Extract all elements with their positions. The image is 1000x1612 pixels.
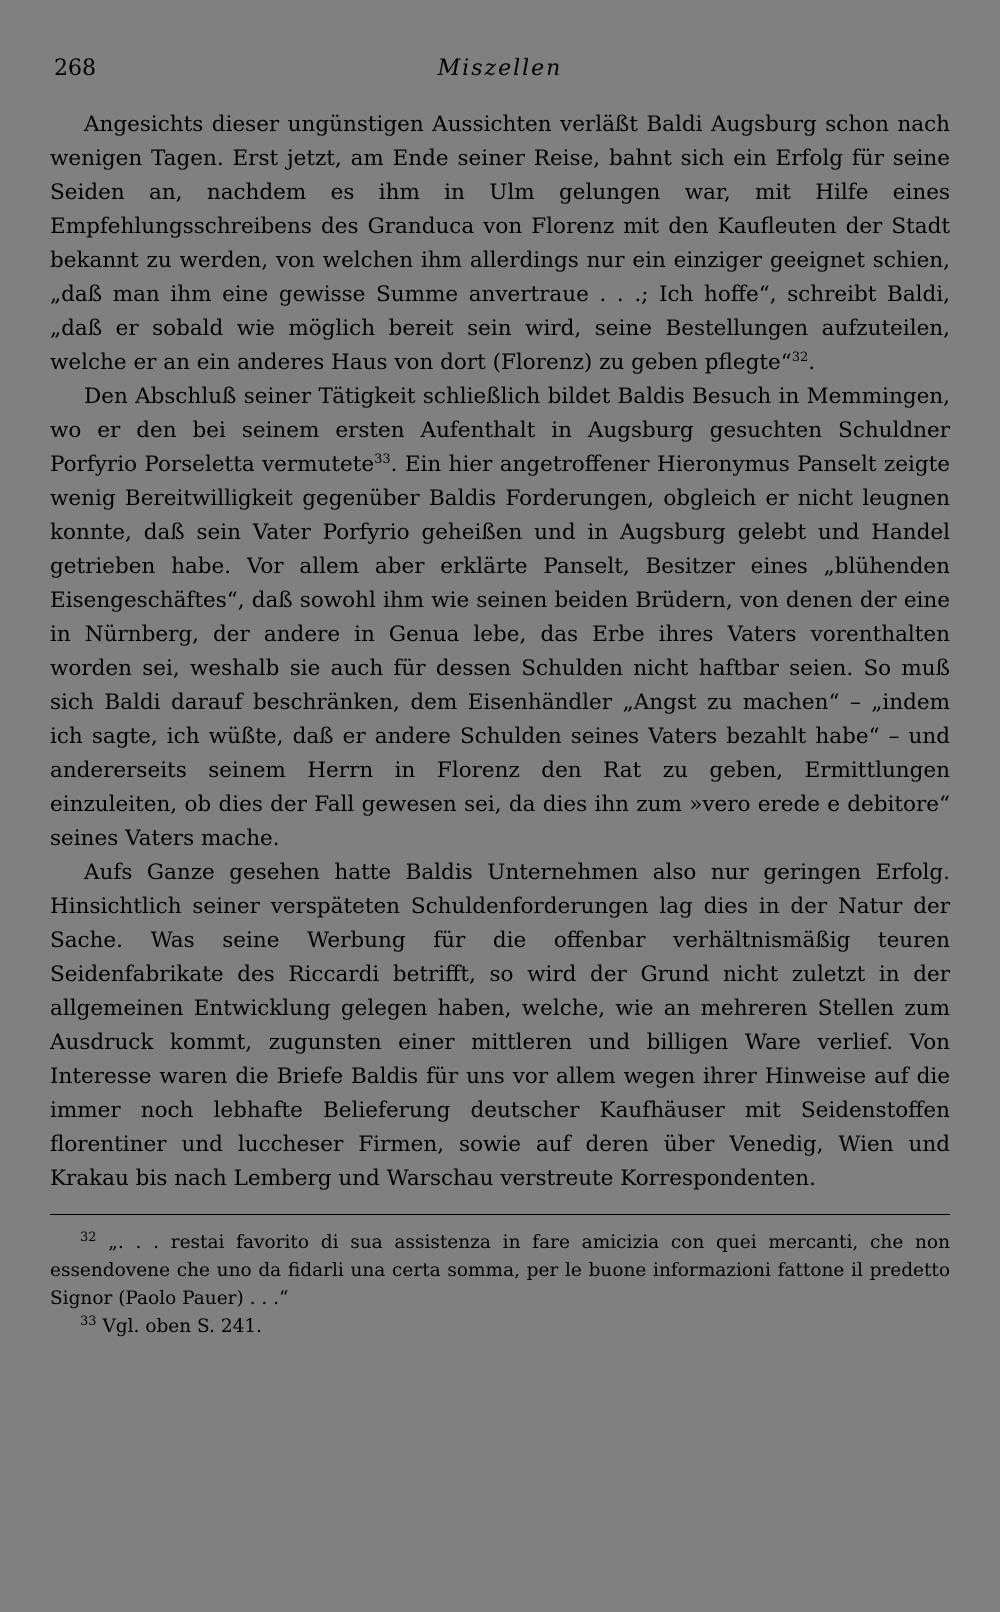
body-paragraph [50, 108, 950, 380]
paragraph-text: Angesichts dieser ungünstigen Aussichten verläßt Baldi Augsburg schon nach wenigen Tagen. Erst jetzt, am Ende seiner Reise, bahnt sich ein Erfolg für seine Seiden an, nachdem es ihm in Ulm gelungen war, mit Hilfe eines Empfehlungsschreibens des Granduca von Florenz mit den Kaufleuten der Stadt bekannt zu werden, von welchen ihm allerdings nur ein einziger geeignet schien, „daß man ihm eine gewisse Summe anvertraue . . .; Ich hoffe“, schreibt Baldi, „daß er sobald wie möglich bereit sein wird, seine Bestellungen aufzuteilen, welche er an ein anderes Haus von dort (Florenz) zu geben pflegte“ [50, 112, 950, 375]
body-paragraph [50, 380, 950, 856]
footnote [50, 1229, 950, 1313]
footnotes [50, 1229, 950, 1341]
footnote-reference: 33 [374, 451, 391, 467]
footnote-mark: 32 [80, 1229, 97, 1245]
page-number: 268 [54, 56, 96, 81]
body-text [50, 108, 950, 1196]
footnote-text: „. . . restai favorito di sua assistenza in fare amicizia con quei mercanti, che non essendovene che uno da fidarli una certa somma, per le buone informazioni fattone il predetto Signor (Paolo Pauer) . . .“ [50, 1232, 950, 1309]
running-head [50, 56, 950, 92]
paragraph-text: . [808, 350, 816, 375]
footnote-rule [50, 1214, 950, 1215]
footnote-reference: 32 [791, 349, 809, 365]
footnote-text: Vgl. oben S. 241. [102, 1316, 263, 1337]
footnote-spacer [97, 1232, 109, 1253]
paragraph-text: . Ein hier angetroffener Hieronymus Panselt zeigte wenig Bereitwilligkeit gegenüber Baldis Forderungen, obgleich er nicht leugnen konnte, daß sein Vater Porfyrio geheißen und in Augsburg gelebt und Handel getrieben habe. Vor allem aber erklärte Panselt, Besitzer eines „blühenden Eisengeschäftes“, daß sowohl ihm wie seinen beiden Brüdern, von denen der eine in Nürnberg, der andere in Genua lebe, das Erbe ihres Vaters vorenthalten worden sei, weshalb sie auch für dessen Schulden nicht haftbar seien. So muß sich Baldi darauf beschränken, dem Eisenhändler „Angst zu machen“ – „indem ich sagte, ich wüßte, daß er andere Schulden seines Vaters bezahlt habe“ – und andererseits seinem Herrn in Florenz den Rat zu geben, Ermittlungen einzuleiten, ob dies der Fall gewesen sei, da dies ihn zum »vero erede e debitore“ seines Vaters mache. [50, 452, 950, 851]
footnote-mark: 33 [80, 1313, 97, 1329]
footnote [50, 1313, 950, 1341]
body-paragraph [50, 856, 950, 1196]
running-title: Miszellen [437, 56, 563, 81]
paragraph-text: Aufs Ganze gesehen hatte Baldis Unternehmen also nur geringen Erfolg. Hinsichtlich seiner verspäteten Schuldenforderungen lag dies in der Natur der Sache. Was seine Werbung für die offenbar verhältnismäßig teuren Seidenfabrikate des Riccardi betrifft, so wird der Grund nicht zuletzt in der allgemeinen Entwicklung gelegen haben, welche, wie an mehreren Stellen zum Ausdruck kommt, zugunsten einer mittleren und billigen Ware verlief. Von Interesse waren die Briefe Baldis für uns vor allem wegen ihrer Hinweise auf die immer noch lebhafte Belieferung deutscher Kaufhäuser mit Seidenstoffen florentiner und luccheser Firmen, sowie auf deren über Venedig, Wien und Krakau bis nach Lemberg und Warschau verstreute Korrespondenten. [50, 860, 950, 1191]
paragraph-text: Den Abschluß seiner Tätigkeit schließlich bildet Baldis Besuch in Memmingen, wo er den bei seinem ersten Aufenthalt in Augsburg gesuchten Schuldner Porfyrio Porseletta vermutete [50, 384, 950, 477]
page [50, 56, 950, 1341]
